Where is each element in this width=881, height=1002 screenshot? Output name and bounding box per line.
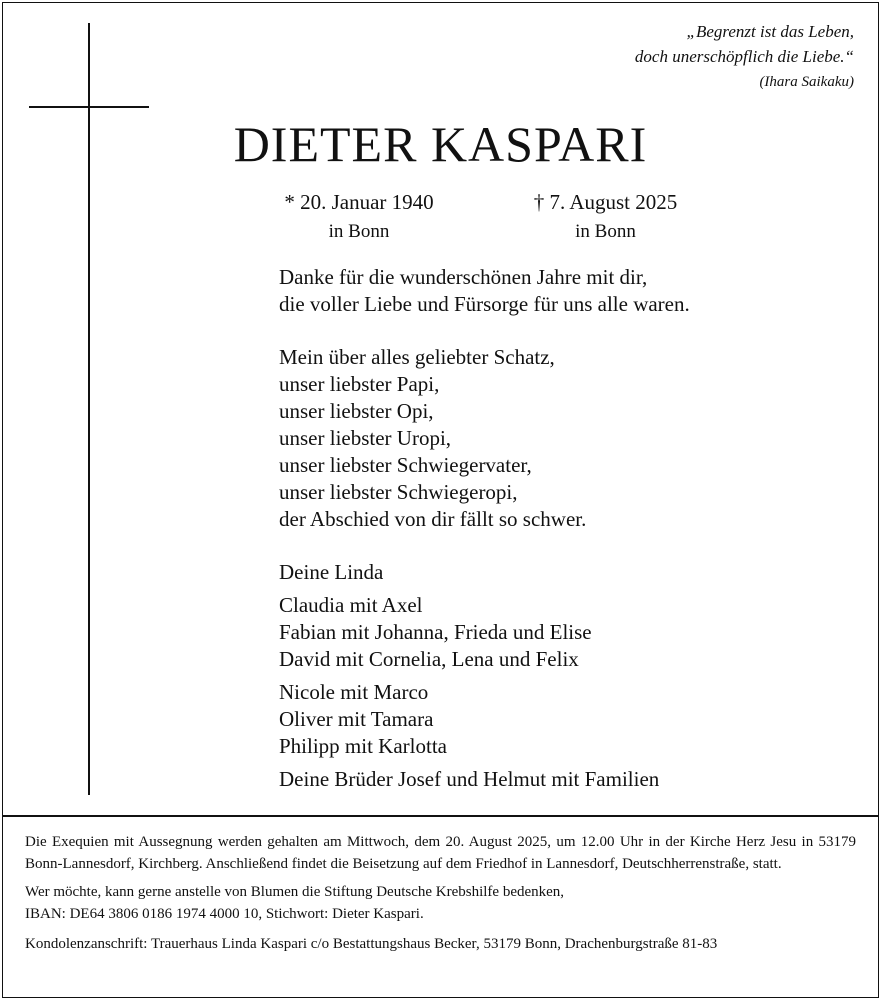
mourner-line: David mit Cornelia, Lena und Felix — [279, 647, 579, 671]
birth-place: in Bonn — [328, 221, 390, 242]
deceased-name: DIETER KASPARI — [233, 116, 648, 172]
quote-author: (Ihara Saikaku) — [759, 74, 854, 90]
mourner-line: Philipp mit Karlotta — [279, 734, 447, 758]
mourner-line: Nicole mit Marco — [279, 680, 429, 704]
main-text — [279, 264, 690, 793]
tribute-line: unser liebster Papi, — [279, 372, 440, 396]
mourner-line: Claudia mit Axel — [279, 593, 423, 617]
death-place: in Bonn — [575, 221, 636, 242]
quote-block — [635, 19, 854, 95]
footer-info — [25, 831, 856, 955]
death-date-block — [503, 187, 708, 247]
service-info: Die Exequien mit Aussegnung werden gehalten am Mittwoch, dem 20. August 2025, um 12.00 Uhr in der Kirche Herz Jesu in 53179 Bonn-Lannesdorf, Kirchberg. Anschließend findet die Beisetzung auf dem Friedhof in Lannesdorf, Deutschherrenstraße, statt. — [25, 834, 856, 872]
tribute-line: Mein über alles geliebter Schatz, — [279, 345, 555, 369]
iban-info: IBAN: DE64 3806 0186 1974 4000 10, Stichwort: Dieter Kaspari. — [25, 906, 424, 922]
thanks-line: die voller Liebe und Fürsorge für uns alle waren. — [279, 292, 690, 316]
death-date: † 7. August 2025 — [533, 190, 678, 214]
mourner-wife: Deine Linda — [279, 560, 384, 584]
birth-date: * 20. Januar 1940 — [284, 190, 434, 214]
tribute-line: unser liebster Schwiegeropi, — [279, 480, 518, 504]
quote-line: doch unerschöpflich die Liebe.“ — [634, 47, 854, 66]
cross-icon-bar — [29, 106, 149, 108]
mourner-brothers: Deine Brüder Josef und Helmut mit Familien — [279, 767, 660, 791]
quote-line: „Begrenzt ist das Leben, — [686, 22, 854, 41]
tribute-line: unser liebster Schwiegervater, — [279, 453, 532, 477]
thanks-line: Danke für die wunderschönen Jahre mit dir, — [279, 265, 648, 289]
tribute-line: der Abschied von dir fällt so schwer. — [279, 507, 587, 531]
obituary-notice — [2, 2, 879, 998]
tribute-line: unser liebster Opi, — [279, 399, 434, 423]
condolence-address: Kondolenzanschrift: Trauerhaus Linda Kaspari c/o Bestattungshaus Becker, 53179 Bonn, Drachenburgstraße 81-83 — [25, 936, 718, 952]
mourner-line: Oliver mit Tamara — [279, 707, 434, 731]
mourner-line: Fabian mit Johanna, Frieda und Elise — [279, 620, 592, 644]
donation-info: Wer möchte, kann gerne anstelle von Blumen die Stiftung Deutsche Krebshilfe bedenken, — [25, 884, 565, 900]
birth-date-block — [259, 187, 459, 247]
divider — [3, 815, 878, 817]
tribute-line: unser liebster Uropi, — [279, 426, 452, 450]
